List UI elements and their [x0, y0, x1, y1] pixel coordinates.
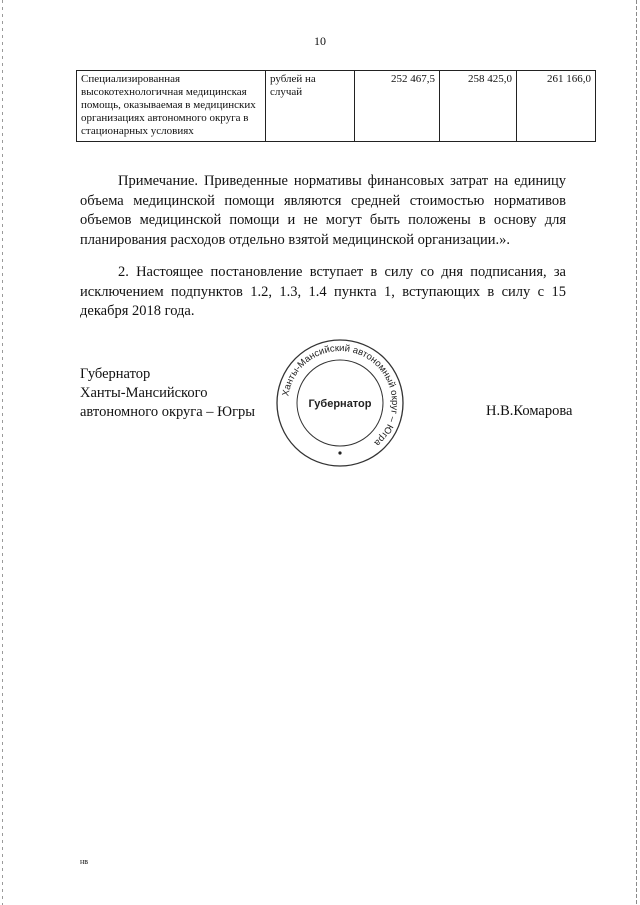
table-cell-unit: рублей на случай: [266, 71, 355, 142]
effect-paragraph: [80, 263, 566, 322]
signatory-name: Н.В.Комарова: [486, 403, 573, 419]
note-paragraph: [80, 172, 566, 250]
table-cell-value-2: 258 425,0: [440, 71, 517, 142]
footer-mark: нв: [80, 857, 89, 866]
table-cell-name: Специализированная высокотехнологичная медицинская помощь, оказываемая в медицинских организациях автономного округа в стационарных условиях: [77, 71, 266, 142]
signatory-title-line: Губернатор: [80, 366, 151, 382]
page-number: 10: [314, 34, 326, 48]
scan-edge-left: [2, 0, 3, 905]
seal-dot: [338, 451, 341, 454]
seal-ring-text: Ханты-Мансийский автономный округ – Югра: [280, 342, 401, 449]
seal-center-text: Губернатор: [308, 398, 372, 410]
norms-table: [76, 70, 596, 142]
scan-edge-right: [636, 0, 637, 905]
official-seal: [274, 337, 406, 469]
table-cell-value-1: 252 467,5: [355, 71, 440, 142]
table-row: [77, 71, 596, 142]
signatory-title-line: Ханты-Мансийского: [80, 385, 208, 401]
effect-paragraph-text: 2. Настоящее постановление вступает в силу со дня подписания, за исключением подпунктов 1.2, 1.3, 1.4 пункта 1, вступающих в силу с 15 декабря 2018 года.: [80, 264, 566, 319]
table-cell-value-3: 261 166,0: [517, 71, 596, 142]
note-paragraph-text: Примечание. Приведенные нормативы финансовых затрат на единицу объема медицинской помощи являются средней стоимостью нормативов объемов медицинской помощи и не могут быть положены в основу для планирования расходов отдельно взятой медицинской организации.».: [80, 173, 566, 248]
signatory-title-line: автономного округа – Югры: [80, 404, 256, 420]
signatory-title: [80, 365, 255, 422]
